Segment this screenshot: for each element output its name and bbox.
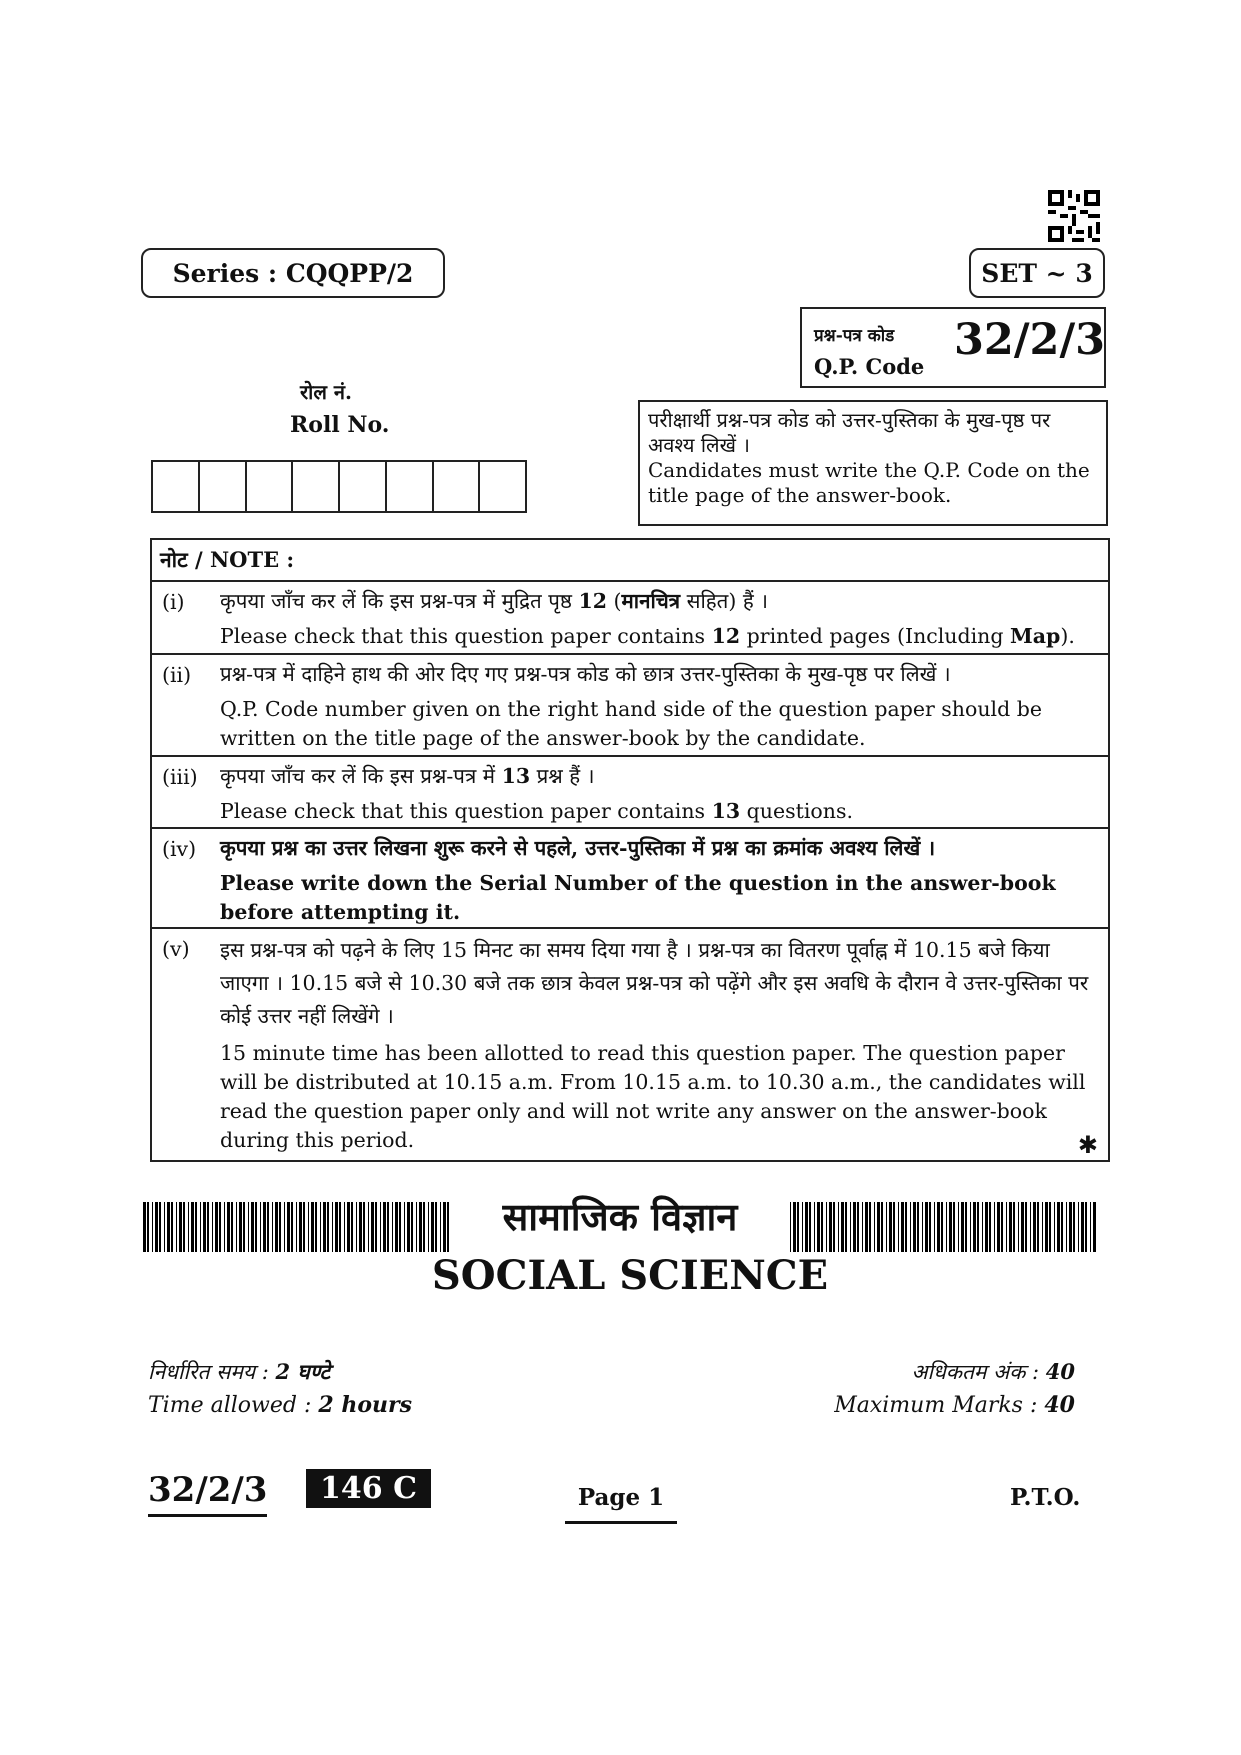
roll-digit-box[interactable] bbox=[387, 462, 434, 511]
note-item-hi: प्रश्न-पत्र में दाहिने हाथ की ओर दिए गए प्रश्न-पत्र कोड को छात्र उत्तर-पुस्तिका के मुख-पृष्ठ पर लिखें । bbox=[220, 662, 951, 686]
barcode-bar bbox=[1042, 1202, 1043, 1252]
barcode-bar bbox=[862, 1202, 863, 1252]
barcode-bar bbox=[419, 1202, 422, 1252]
note-item-hi: कृपया जाँच कर लें कि इस प्रश्न-पत्र में 13 प्रश्न हैं । bbox=[220, 764, 595, 788]
barcode-bar bbox=[953, 1202, 955, 1252]
barcode-bar bbox=[802, 1202, 803, 1252]
roll-digit-box[interactable] bbox=[340, 462, 387, 511]
barcode-bar bbox=[941, 1202, 943, 1252]
note-item bbox=[152, 582, 1108, 655]
barcode-bar bbox=[407, 1202, 410, 1252]
barcode-bar bbox=[207, 1202, 209, 1252]
barcode-bar bbox=[1057, 1202, 1060, 1252]
barcode-bar bbox=[231, 1202, 233, 1252]
barcode-bar bbox=[869, 1202, 871, 1252]
note-item-number: (i) bbox=[162, 590, 185, 614]
roll-number-boxes[interactable] bbox=[151, 460, 527, 513]
barcode-bar bbox=[284, 1202, 285, 1252]
note-item-hi: कृपया जाँच कर लें कि इस प्रश्न-पत्र में मुद्रित पृष्ठ 12 (मानचित्र सहित) हैं । bbox=[220, 589, 769, 613]
barcode-bar bbox=[143, 1202, 146, 1252]
barcode-bar bbox=[893, 1202, 895, 1252]
barcode-bar bbox=[447, 1202, 449, 1252]
barcode-bar bbox=[797, 1202, 799, 1252]
instruction-en: Candidates must write the Q.P. Code on the title page of the answer-book. bbox=[648, 458, 1090, 507]
barcode-bar bbox=[296, 1202, 297, 1252]
barcode-bar bbox=[1045, 1202, 1048, 1252]
barcode-bar bbox=[291, 1202, 293, 1252]
barcode-bar bbox=[248, 1202, 249, 1252]
roll-label-en: Roll No. bbox=[290, 412, 390, 438]
barcode-bar bbox=[841, 1202, 844, 1252]
barcode-bar bbox=[147, 1202, 149, 1252]
barcode-bar bbox=[1093, 1202, 1096, 1252]
barcode-bar bbox=[1013, 1202, 1015, 1252]
max-marks-hi: अधिकतम अंक : 40 bbox=[911, 1359, 1075, 1384]
barcode-bar bbox=[224, 1202, 225, 1252]
barcode-left bbox=[143, 1202, 450, 1252]
barcode-bar bbox=[809, 1202, 811, 1252]
roll-digit-box[interactable] bbox=[293, 462, 340, 511]
barcode-bar bbox=[423, 1202, 425, 1252]
page-number: Page 1 bbox=[565, 1484, 677, 1524]
footer-qp-code: 32/2/3 bbox=[148, 1470, 267, 1517]
barcode-bar bbox=[910, 1202, 911, 1252]
barcode-bar bbox=[404, 1202, 405, 1252]
barcode-bar bbox=[997, 1202, 1000, 1252]
note-item-hi: इस प्रश्न-पत्र को पढ़ने के लिए 15 मिनट का समय दिया गया है । प्रश्न-पत्र का वितरण पूर्वाह्न में 10.15 बजे किया जाएगा । 10.15 बजे से 10.30 बजे तक छात्र केवल प्रश्न-पत्र को पढ़ेंगे और इस अवधि के दौरान वे उत्तर-पुस्तिका पर कोई उत्तर नहीं लिखेंगे । bbox=[220, 938, 1089, 1028]
barcode-bar bbox=[1006, 1202, 1007, 1252]
barcode-bar bbox=[263, 1202, 266, 1252]
barcode-bar bbox=[989, 1202, 991, 1252]
barcode-bar bbox=[1018, 1202, 1019, 1252]
note-item-en: Please check that this question paper contains 12 printed pages (Including Map). bbox=[220, 624, 1075, 648]
barcode-bar bbox=[299, 1202, 302, 1252]
roll-digit-box[interactable] bbox=[434, 462, 481, 511]
barcode-bar bbox=[922, 1202, 923, 1252]
note-item-en: Please write down the Serial Number of the question in the answer-book before attempting it. bbox=[220, 871, 1056, 924]
barcode-bar bbox=[159, 1202, 161, 1252]
barcode-right bbox=[790, 1202, 1097, 1252]
barcode-bar bbox=[395, 1202, 398, 1252]
barcode-bar bbox=[1001, 1202, 1003, 1252]
barcode-bar bbox=[356, 1202, 357, 1252]
set-box bbox=[969, 248, 1105, 298]
barcode-bar bbox=[339, 1202, 341, 1252]
barcode-bar bbox=[913, 1202, 916, 1252]
note-item-en: 15 minute time has been allotted to read this question paper. The question paper will be distributed at 10.15 a.m. From 10.15 a.m. to 10.30 a.m., the candidates will read the question paper only and will not write any answer on the answer-book during this period. bbox=[220, 1041, 1086, 1152]
barcode-bar bbox=[171, 1202, 173, 1252]
barcode-bar bbox=[889, 1202, 892, 1252]
qp-code-label-en: Q.P. Code bbox=[814, 354, 925, 379]
barcode-bar bbox=[1021, 1202, 1024, 1252]
barcode-bar bbox=[970, 1202, 971, 1252]
barcode-bar bbox=[829, 1202, 832, 1252]
set-label: SET ~ 3 bbox=[981, 258, 1093, 288]
barcode-bar bbox=[380, 1202, 381, 1252]
barcode-bar bbox=[1030, 1202, 1031, 1252]
barcode-bar bbox=[965, 1202, 967, 1252]
barcode-bar bbox=[392, 1202, 393, 1252]
barcode-bar bbox=[323, 1202, 326, 1252]
barcode-bar bbox=[215, 1202, 218, 1252]
barcode-bar bbox=[335, 1202, 338, 1252]
roll-digit-box[interactable] bbox=[153, 462, 200, 511]
roll-digit-box[interactable] bbox=[247, 462, 294, 511]
qp-code-instruction-box bbox=[638, 400, 1108, 526]
subject-title-hi: सामाजिक विज्ञान bbox=[502, 1194, 738, 1239]
barcode-bar bbox=[925, 1202, 928, 1252]
barcode-bar bbox=[1066, 1202, 1067, 1252]
barcode-bar bbox=[982, 1202, 983, 1252]
barcode-bar bbox=[383, 1202, 386, 1252]
barcode-bar bbox=[865, 1202, 868, 1252]
barcode-bar bbox=[826, 1202, 827, 1252]
barcode-bar bbox=[440, 1202, 441, 1252]
barcode-bar bbox=[347, 1202, 350, 1252]
barcode-bar bbox=[368, 1202, 369, 1252]
barcode-bar bbox=[287, 1202, 290, 1252]
barcode-bar bbox=[833, 1202, 835, 1252]
barcode-bar bbox=[243, 1202, 245, 1252]
barcode-bar bbox=[332, 1202, 333, 1252]
barcode-bar bbox=[351, 1202, 353, 1252]
max-marks-en: Maximum Marks : 40 bbox=[834, 1392, 1075, 1418]
barcode-bar bbox=[1054, 1202, 1055, 1252]
barcode-bar bbox=[1061, 1202, 1063, 1252]
barcode-bar bbox=[315, 1202, 317, 1252]
barcode-bar bbox=[179, 1202, 182, 1252]
roll-digit-box[interactable] bbox=[200, 462, 247, 511]
barcode-bar bbox=[167, 1202, 170, 1252]
barcode-bar bbox=[877, 1202, 880, 1252]
barcode-bar bbox=[435, 1202, 437, 1252]
time-allowed-en: Time allowed : 2 hours bbox=[148, 1392, 412, 1418]
note-item-en: Q.P. Code number given on the right hand side of the question paper should be written on the title page of the answer-book by the candidate. bbox=[220, 697, 1043, 750]
paper-number-badge: 146 C bbox=[306, 1469, 431, 1508]
barcode-bar bbox=[898, 1202, 899, 1252]
barcode-bar bbox=[387, 1202, 389, 1252]
qr-code-icon bbox=[1048, 190, 1100, 242]
barcode-bar bbox=[946, 1202, 947, 1252]
barcode-bar bbox=[1081, 1202, 1084, 1252]
barcode-bar bbox=[853, 1202, 856, 1252]
barcode-bar bbox=[428, 1202, 429, 1252]
barcode-bar bbox=[905, 1202, 907, 1252]
barcode-bar bbox=[279, 1202, 281, 1252]
pto-label: P.T.O. bbox=[1010, 1484, 1081, 1511]
barcode-bar bbox=[886, 1202, 887, 1252]
barcode-bar bbox=[443, 1202, 446, 1252]
barcode-bar bbox=[1090, 1202, 1091, 1252]
barcode-bar bbox=[994, 1202, 995, 1252]
subject-title-en: SOCIAL SCIENCE bbox=[431, 1252, 829, 1299]
note-item-number: (iii) bbox=[162, 765, 198, 789]
barcode-bar bbox=[1078, 1202, 1079, 1252]
roll-digit-box[interactable] bbox=[480, 462, 525, 511]
barcode-bar bbox=[814, 1202, 815, 1252]
time-allowed-hi: निर्धारित समय : 2 घण्टे bbox=[148, 1359, 331, 1384]
barcode-bar bbox=[977, 1202, 979, 1252]
note-table bbox=[150, 538, 1110, 1162]
note-item-number: (v) bbox=[162, 937, 190, 961]
barcode-bar bbox=[973, 1202, 976, 1252]
note-item bbox=[152, 829, 1108, 929]
barcode-bar bbox=[850, 1202, 851, 1252]
barcode-bar bbox=[874, 1202, 875, 1252]
barcode-bar bbox=[344, 1202, 345, 1252]
barcode-bar bbox=[1025, 1202, 1027, 1252]
barcode-bar bbox=[793, 1202, 796, 1252]
barcode-bar bbox=[359, 1202, 362, 1252]
barcode-bar bbox=[227, 1202, 230, 1252]
star-icon: ✱ bbox=[1077, 1131, 1098, 1159]
barcode-bar bbox=[275, 1202, 278, 1252]
qp-code-value: 32/2/3 bbox=[954, 315, 1106, 365]
barcode-bar bbox=[363, 1202, 365, 1252]
barcode-bar bbox=[155, 1202, 158, 1252]
barcode-bar bbox=[236, 1202, 237, 1252]
barcode-bar bbox=[805, 1202, 808, 1252]
qp-code-label-hi: प्रश्न-पत्र कोड bbox=[814, 326, 895, 346]
instruction-hi: परीक्षार्थी प्रश्न-पत्र कोड को उत्तर-पुस्तिका के मुख-पृष्ठ पर अवश्य लिखें । bbox=[648, 408, 1051, 457]
barcode-bar bbox=[200, 1202, 201, 1252]
barcode-bar bbox=[929, 1202, 931, 1252]
barcode-bar bbox=[845, 1202, 847, 1252]
barcode-bar bbox=[817, 1202, 820, 1252]
note-item-number: (ii) bbox=[162, 663, 192, 687]
barcode-bar bbox=[303, 1202, 305, 1252]
barcode-bar bbox=[399, 1202, 401, 1252]
barcode-bar bbox=[251, 1202, 254, 1252]
barcode-bar bbox=[1085, 1202, 1087, 1252]
series-box bbox=[141, 248, 445, 298]
barcode-bar bbox=[191, 1202, 194, 1252]
barcode-bar bbox=[327, 1202, 329, 1252]
barcode-bar bbox=[260, 1202, 261, 1252]
barcode-bar bbox=[219, 1202, 221, 1252]
barcode-bar bbox=[311, 1202, 314, 1252]
barcode-bar bbox=[1073, 1202, 1075, 1252]
barcode-bar bbox=[857, 1202, 859, 1252]
barcode-bar bbox=[917, 1202, 919, 1252]
barcode-bar bbox=[431, 1202, 434, 1252]
barcode-bar bbox=[267, 1202, 269, 1252]
barcode-bar bbox=[985, 1202, 988, 1252]
barcode-bar bbox=[937, 1202, 940, 1252]
barcode-bar bbox=[901, 1202, 904, 1252]
barcode-bar bbox=[1037, 1202, 1039, 1252]
barcode-bar bbox=[212, 1202, 213, 1252]
barcode-bar bbox=[881, 1202, 883, 1252]
barcode-bar bbox=[308, 1202, 309, 1252]
barcode-bar bbox=[195, 1202, 197, 1252]
barcode-bar bbox=[188, 1202, 189, 1252]
note-item bbox=[152, 757, 1108, 829]
barcode-bar bbox=[176, 1202, 177, 1252]
series-label: Series : CQQPP/2 bbox=[172, 258, 414, 288]
note-item bbox=[152, 655, 1108, 757]
barcode-bar bbox=[183, 1202, 185, 1252]
barcode-bar bbox=[164, 1202, 165, 1252]
barcode-bar bbox=[961, 1202, 964, 1252]
note-item-number: (iv) bbox=[162, 837, 197, 861]
barcode-bar bbox=[958, 1202, 959, 1252]
note-item-en: Please check that this question paper contains 13 questions. bbox=[220, 799, 853, 823]
barcode-bar bbox=[949, 1202, 952, 1252]
barcode-bar bbox=[1009, 1202, 1012, 1252]
note-heading: नोट / NOTE : bbox=[152, 540, 1108, 582]
barcode-bar bbox=[320, 1202, 321, 1252]
qp-code-box bbox=[800, 307, 1106, 388]
barcode-bar bbox=[239, 1202, 242, 1252]
barcode-bar bbox=[1069, 1202, 1072, 1252]
barcode-bar bbox=[255, 1202, 257, 1252]
note-item-hi: कृपया प्रश्न का उत्तर लिखना शुरू करने से पहले, उत्तर-पुस्तिका में प्रश्न का क्रमांक अवश्य लिखें । bbox=[220, 836, 936, 860]
barcode-bar bbox=[375, 1202, 377, 1252]
barcode-bar bbox=[203, 1202, 206, 1252]
barcode-bar bbox=[1033, 1202, 1036, 1252]
barcode-bar bbox=[152, 1202, 153, 1252]
roll-label-hi: रोल नं. bbox=[300, 380, 352, 404]
barcode-bar bbox=[838, 1202, 839, 1252]
barcode-bar bbox=[411, 1202, 413, 1252]
note-item bbox=[152, 929, 1108, 1162]
barcode-bar bbox=[790, 1202, 791, 1252]
barcode-bar bbox=[371, 1202, 374, 1252]
barcode-bar bbox=[272, 1202, 273, 1252]
barcode-bar bbox=[416, 1202, 417, 1252]
barcode-bar bbox=[1049, 1202, 1051, 1252]
barcode-bar bbox=[934, 1202, 935, 1252]
barcode-bar bbox=[821, 1202, 823, 1252]
